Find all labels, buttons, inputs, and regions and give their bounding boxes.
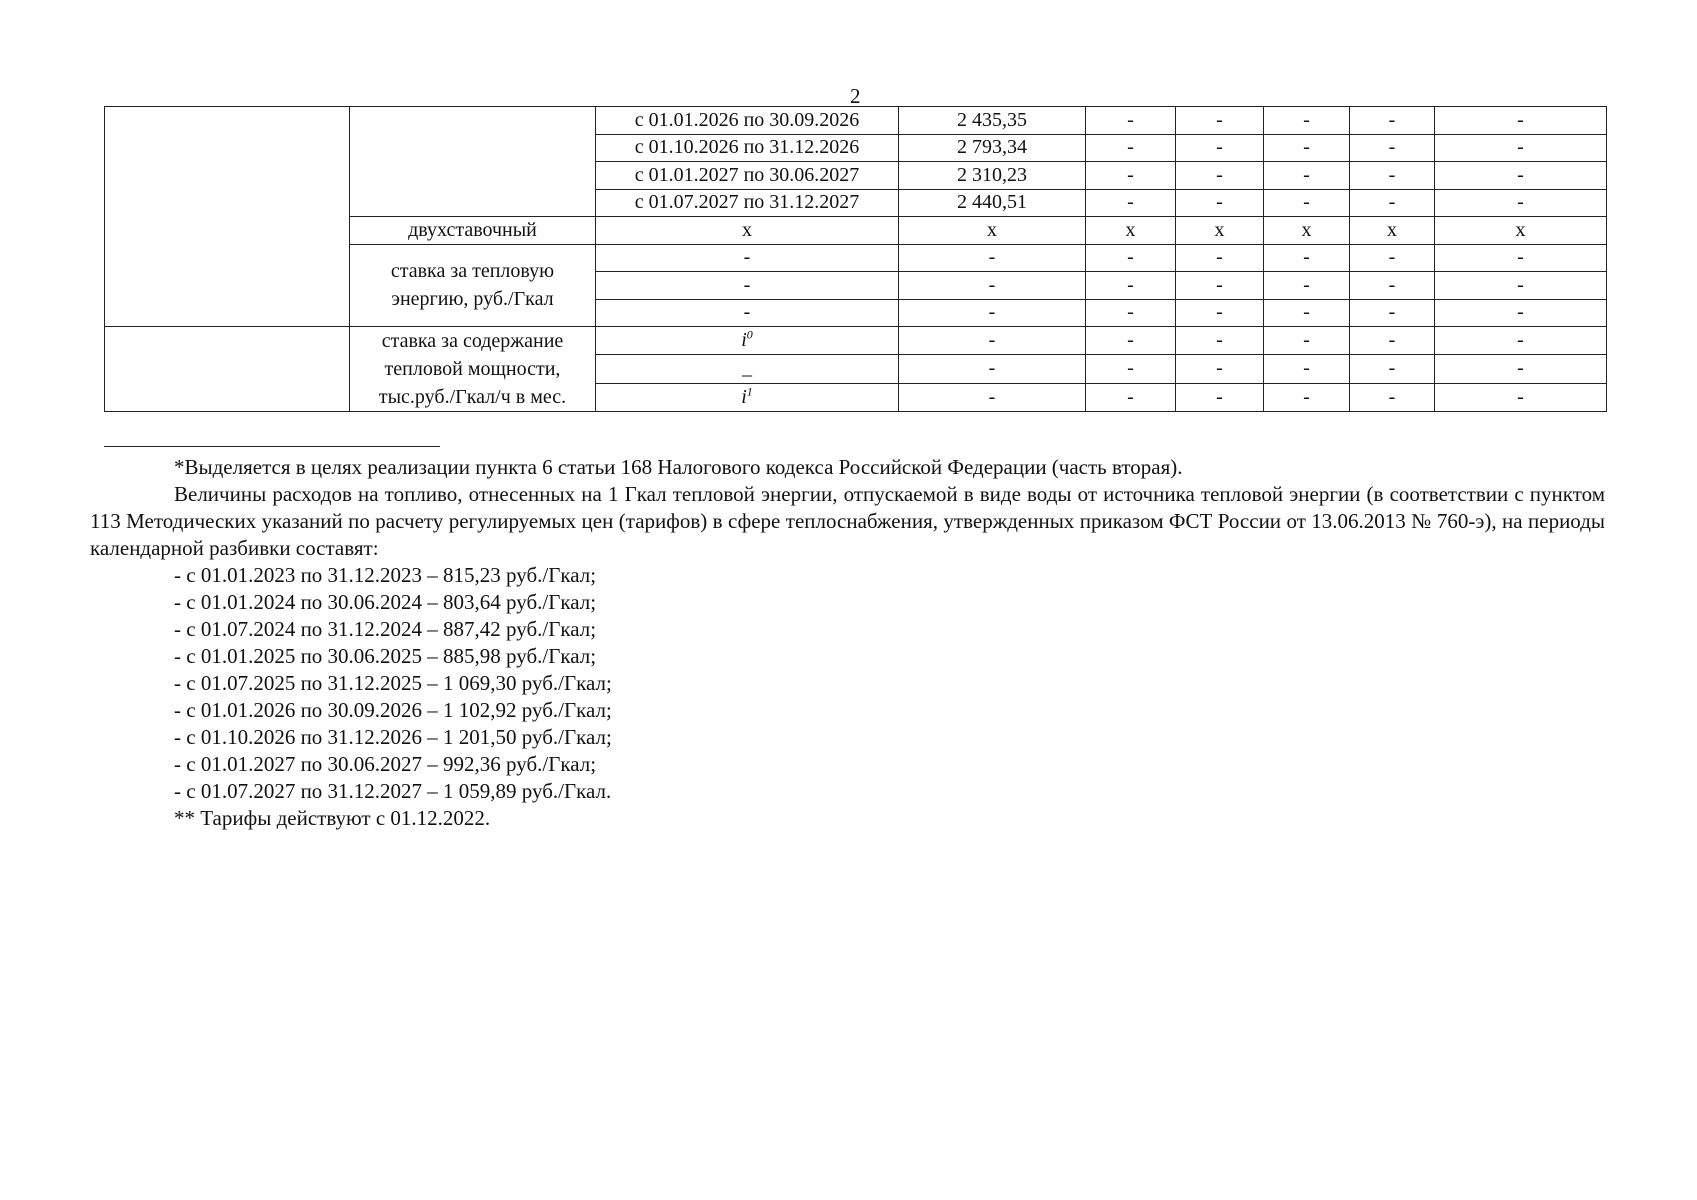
dash-cell: - xyxy=(1176,355,1264,383)
i1-cell-superscript: 1 xyxy=(746,384,753,399)
period-row xyxy=(105,107,1607,135)
dash-cell: - xyxy=(1086,383,1176,411)
i1-cell xyxy=(596,383,899,411)
dash-cell: - xyxy=(899,355,1086,383)
dash-cell: - xyxy=(1264,134,1350,162)
period-label: с 01.01.2026 по 30.09.2026 xyxy=(596,107,899,135)
underscore-cell: _ xyxy=(596,355,899,383)
fuel-cost-item: - с 01.01.2026 по 30.09.2026 – 1 102,92 руб./Гкал; xyxy=(174,698,612,722)
period-value: 2 435,35 xyxy=(899,107,1086,135)
dash-cell: - xyxy=(1176,244,1264,272)
dash-cell: - xyxy=(1176,134,1264,162)
cross-cell: x xyxy=(899,217,1086,245)
tariff-effective-note: ** Тарифы действуют с 01.12.2022. xyxy=(174,806,491,830)
dash-cell: - xyxy=(1264,383,1350,411)
period-value: 2 440,51 xyxy=(899,189,1086,217)
cross-cell: x xyxy=(1176,217,1264,245)
cross-cell: x xyxy=(1086,217,1176,245)
dash-cell: - xyxy=(1086,355,1176,383)
dash-cell: - xyxy=(1086,107,1176,135)
dash-cell: - xyxy=(1350,189,1435,217)
fuel-cost-item: - с 01.01.2027 по 30.06.2027 – 992,36 руб./Гкал; xyxy=(174,752,597,776)
dash-cell: - xyxy=(1264,162,1350,190)
i0-cell-symbol xyxy=(741,329,753,351)
dash-cell: - xyxy=(1086,327,1176,355)
footnote-rule xyxy=(104,446,440,447)
period-label: с 01.10.2026 по 31.12.2026 xyxy=(596,134,899,162)
dash-cell: - xyxy=(899,327,1086,355)
page-number: 2 xyxy=(850,84,861,108)
dash-cell: - xyxy=(899,299,1086,327)
dash-cell: - xyxy=(1176,189,1264,217)
vat-footnote: *Выделяется в целях реализации пункта 6 статьи 168 Налогового кодекса Российской Федерации (часть вторая). xyxy=(174,455,1183,479)
tariff-table xyxy=(104,106,1607,412)
dash-cell: - xyxy=(1350,134,1435,162)
dash-cell: - xyxy=(1350,244,1435,272)
dash-cell: - xyxy=(1086,299,1176,327)
cross-cell: x xyxy=(1350,217,1435,245)
dash-cell: - xyxy=(1350,299,1435,327)
dash-cell: - xyxy=(1264,299,1350,327)
dash-cell: - xyxy=(899,383,1086,411)
dash-cell: - xyxy=(1435,162,1607,190)
dash-cell: - xyxy=(596,272,899,300)
dash-cell: - xyxy=(1264,107,1350,135)
dash-cell: - xyxy=(1435,299,1607,327)
dash-cell: - xyxy=(1086,272,1176,300)
dash-cell: - xyxy=(1350,355,1435,383)
dash-cell: - xyxy=(1264,327,1350,355)
dash-cell: - xyxy=(1264,355,1350,383)
dash-cell: - xyxy=(1350,327,1435,355)
period-value: 2 310,23 xyxy=(899,162,1086,190)
footnotes xyxy=(90,454,1605,832)
dash-cell: - xyxy=(1086,162,1176,190)
dash-cell: - xyxy=(596,299,899,327)
energy-rate-label: ставка за тепловую энергию, руб./Гкал xyxy=(350,244,596,327)
cross-cell: x xyxy=(1435,217,1607,245)
i0-cell xyxy=(596,327,899,355)
dash-cell: - xyxy=(1176,162,1264,190)
dash-cell: - xyxy=(1435,383,1607,411)
dash-cell: - xyxy=(899,272,1086,300)
dash-cell: - xyxy=(1435,272,1607,300)
fuel-cost-item: - с 01.01.2024 по 30.06.2024 – 803,64 руб./Гкал; xyxy=(174,590,597,614)
dash-cell: - xyxy=(1086,244,1176,272)
dash-cell: - xyxy=(1176,327,1264,355)
dash-cell: - xyxy=(1086,134,1176,162)
i1-cell-base: i xyxy=(741,386,747,409)
fuel-cost-intro: Величины расходов на топливо, отнесенных на 1 Гкал тепловой энергии, отпускаемой в виде воды от источника тепловой энергии (в соответствии с пунктом 113 Методических указаний по расчету регулируемых цен (тарифов) в сфере теплоснабжения, утвержденных приказом ФСТ России от 13.06.2013 № 760-э), на периоды календарной разбивки составят: xyxy=(90,482,1605,560)
fuel-cost-item: - с 01.07.2024 по 31.12.2024 – 887,42 руб./Гкал; xyxy=(174,617,597,641)
dash-cell: - xyxy=(1086,189,1176,217)
dash-cell: - xyxy=(1435,327,1607,355)
capacity-rate-label: ставка за содержание тепловой мощности, тыс.руб./Гкал/ч в мес. xyxy=(350,327,596,412)
dash-cell: - xyxy=(1435,189,1607,217)
fuel-cost-item: - с 01.10.2026 по 31.12.2026 – 1 201,50 руб./Гкал; xyxy=(174,725,612,749)
i0-cell-superscript: 0 xyxy=(746,327,753,342)
i0-cell-base: i xyxy=(741,329,747,352)
rate-type-cell xyxy=(350,107,596,217)
dash-cell: - xyxy=(1350,162,1435,190)
dash-cell: - xyxy=(1435,244,1607,272)
period-label: с 01.01.2027 по 30.06.2027 xyxy=(596,162,899,190)
dash-cell: - xyxy=(1176,272,1264,300)
category-cell xyxy=(105,107,350,327)
dash-cell: - xyxy=(1264,272,1350,300)
capacity-rate-row xyxy=(105,327,1607,355)
fuel-cost-item: - с 01.07.2027 по 31.12.2027 – 1 059,89 руб./Гкал. xyxy=(174,779,612,803)
period-label: с 01.07.2027 по 31.12.2027 xyxy=(596,189,899,217)
dash-cell: - xyxy=(899,244,1086,272)
dash-cell: - xyxy=(1350,272,1435,300)
two-rate-label: двухставочный xyxy=(350,217,596,245)
fuel-cost-item: - с 01.01.2023 по 31.12.2023 – 815,23 руб./Гкал; xyxy=(174,563,597,587)
fuel-cost-item: - с 01.01.2025 по 30.06.2025 – 885,98 руб./Гкал; xyxy=(174,644,597,668)
dash-cell: - xyxy=(596,244,899,272)
dash-cell: - xyxy=(1435,107,1607,135)
dash-cell: - xyxy=(1350,107,1435,135)
cross-cell: x xyxy=(1264,217,1350,245)
fuel-cost-item: - с 01.07.2025 по 31.12.2025 – 1 069,30 руб./Гкал; xyxy=(174,671,612,695)
dash-cell: - xyxy=(1176,383,1264,411)
tariff-table-body xyxy=(105,107,1607,412)
dash-cell: - xyxy=(1435,134,1607,162)
period-value: 2 793,34 xyxy=(899,134,1086,162)
dash-cell: - xyxy=(1264,189,1350,217)
capacity-category-cell xyxy=(105,327,350,412)
dash-cell: - xyxy=(1264,244,1350,272)
cross-cell: x xyxy=(596,217,899,245)
dash-cell: - xyxy=(1176,299,1264,327)
i1-cell-symbol xyxy=(741,386,753,408)
dash-cell: - xyxy=(1350,383,1435,411)
fuel-cost-list xyxy=(90,562,1605,805)
dash-cell: - xyxy=(1435,355,1607,383)
dash-cell: - xyxy=(1176,107,1264,135)
